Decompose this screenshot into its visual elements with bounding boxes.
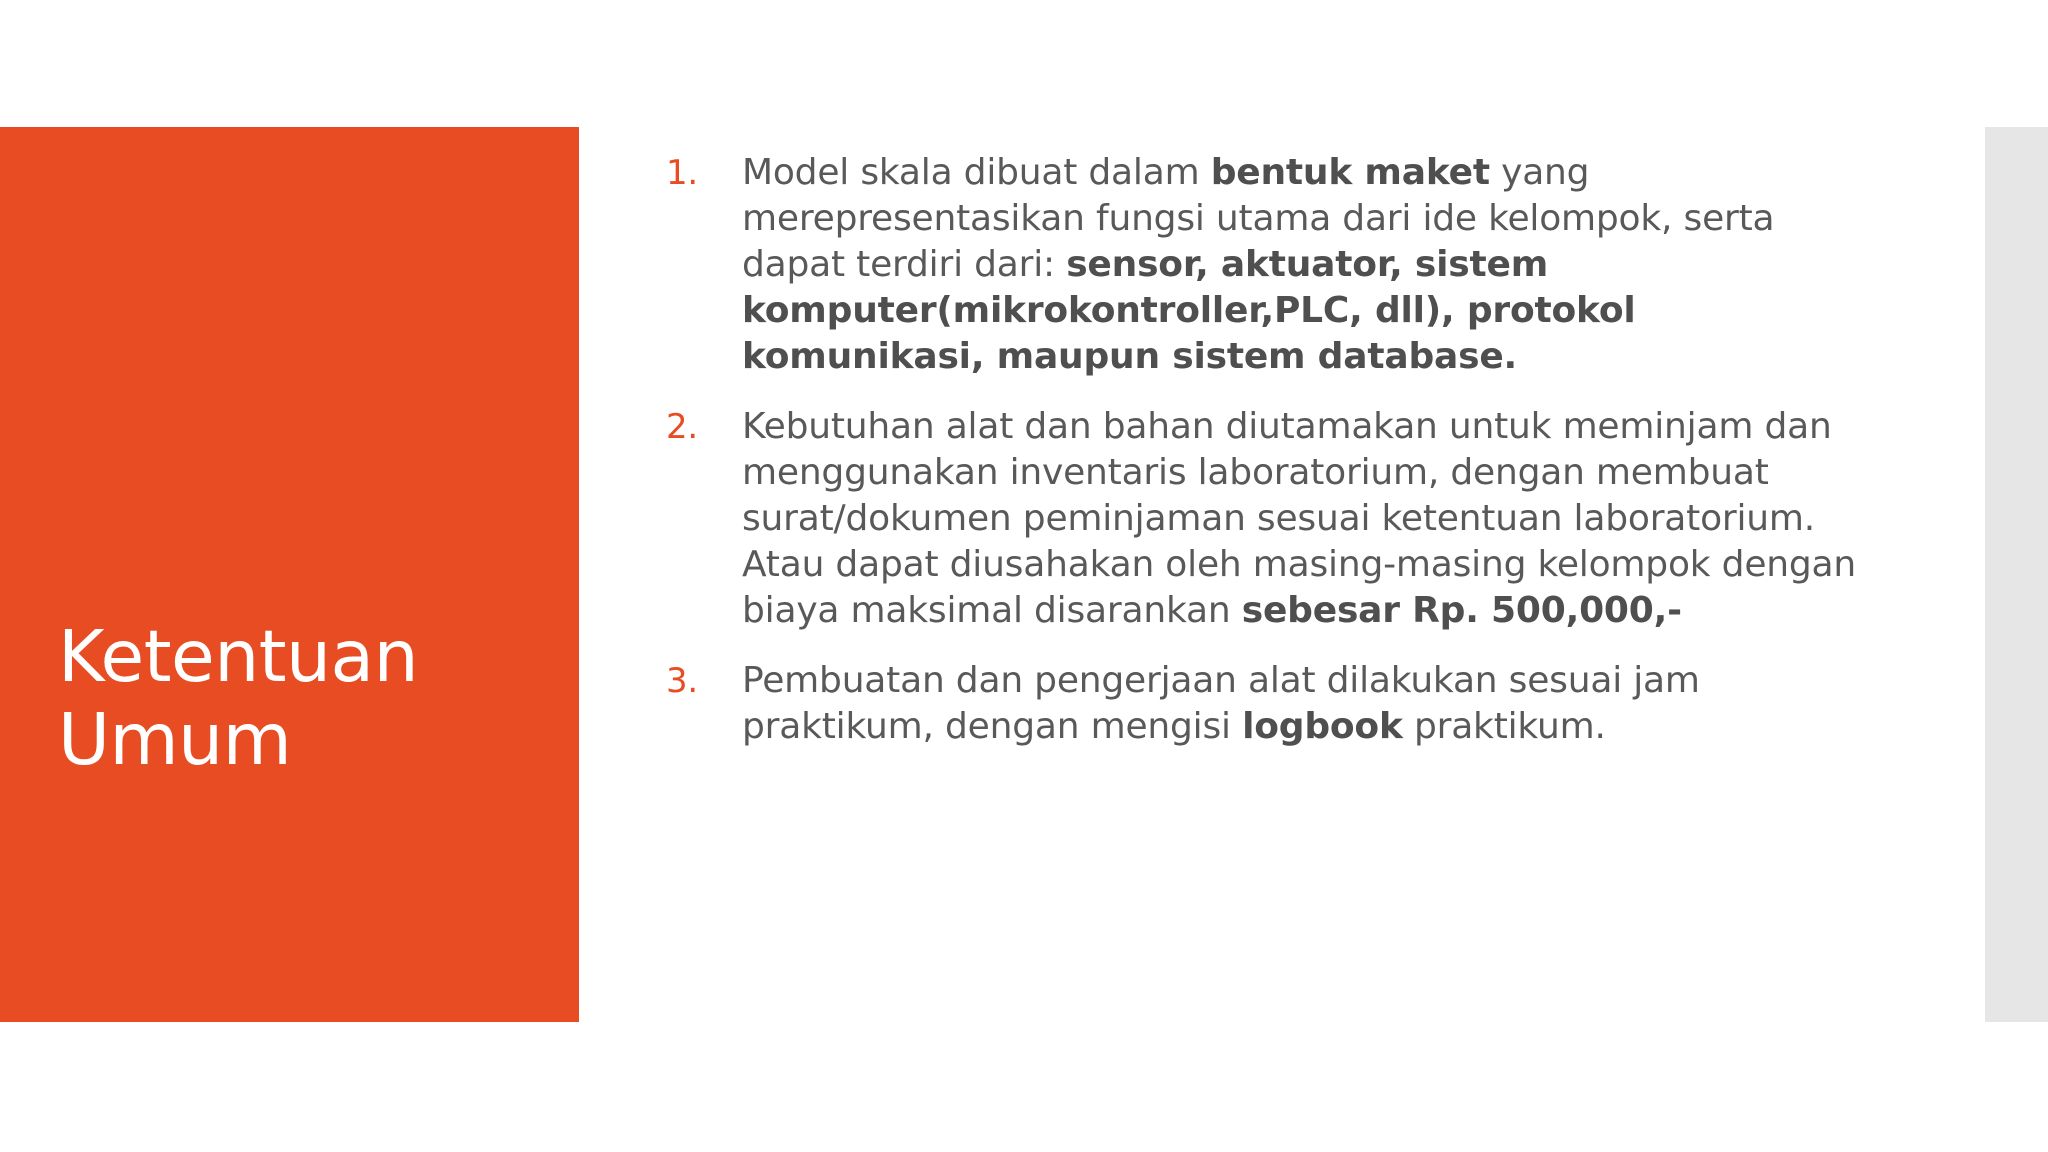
list-item	[660, 404, 1880, 634]
item-text-bold: logbook	[1242, 706, 1403, 747]
list-item	[660, 150, 1880, 380]
item-text: Pembuatan dan pengerjaan alat dilakukan sesuai jam praktikum, dengan mengisi	[742, 660, 1700, 747]
item-text: praktikum.	[1402, 706, 1606, 747]
list-item-number: 2.	[666, 407, 699, 447]
item-text-bold: sensor, aktuator, sistem komputer(mikrokontroller,PLC, dll), protokol komunikasi, maupun sistem database.	[742, 244, 1636, 377]
slide-title: Ketentuan Umum	[58, 615, 419, 781]
side-strip	[1985, 127, 2048, 1022]
item-text-bold: sebesar Rp. 500,000,-	[1241, 590, 1682, 631]
item-text: Kebutuhan alat dan bahan diutamakan untuk meminjam dan menggunakan inventaris laboratorium, dengan membuat surat/dokumen peminjaman sesuai ketentuan laboratorium. Atau dapat diusahakan oleh masing-masing kelompok dengan biaya maksimal disarankan	[742, 406, 1857, 631]
list-item-number: 1.	[666, 153, 699, 193]
item-text: yang merepresentasikan fungsi utama dari ide kelompok, serta dapat terdiri dari:	[742, 152, 1775, 285]
item-text: Model skala dibuat dalam	[742, 152, 1211, 193]
list-item	[660, 658, 1880, 750]
list-item-number: 3.	[666, 661, 699, 701]
item-text-bold: bentuk maket	[1210, 152, 1490, 193]
title-panel	[0, 127, 579, 1022]
content-list	[660, 150, 1880, 774]
